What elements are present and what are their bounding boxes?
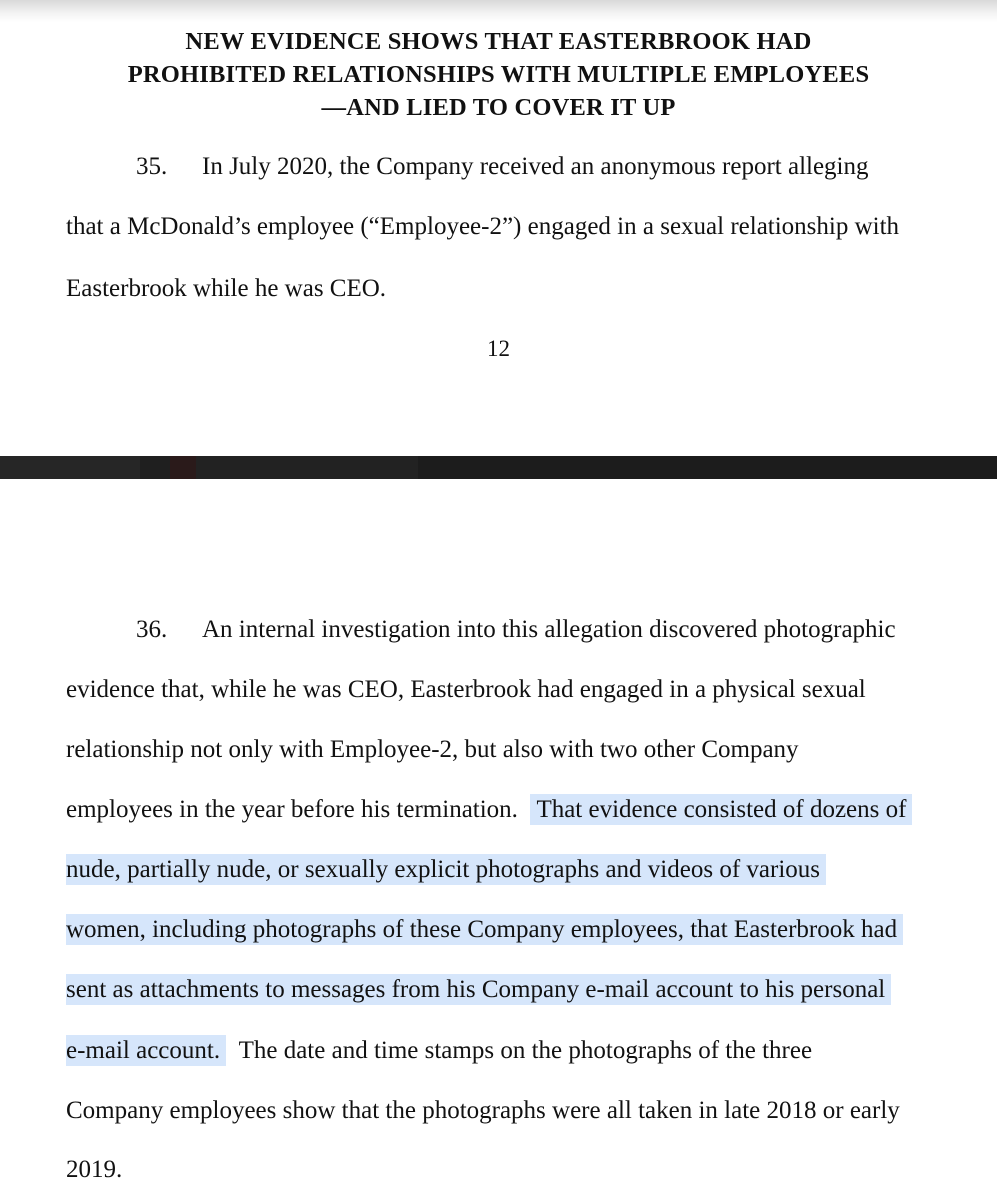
paragraph-36-text-8: The date and time stamps on the photographs of the three — [238, 1037, 813, 1064]
paragraph-36-line-3: relationship not only with Employee-2, but also with two other Company — [66, 736, 799, 763]
paragraph-36-line-5 — [66, 853, 826, 887]
page-break-segment — [170, 456, 196, 479]
highlighted-text: e-mail account. — [66, 1035, 226, 1066]
paragraph-36-text-4: employees in the year before his termination. — [66, 796, 518, 823]
paragraph-35-text-1: In July 2020, the Company received an anonymous report alleging — [202, 153, 869, 180]
paragraph-35-line-3: Easterbrook while he was CEO. — [66, 275, 387, 302]
page-number: 12 — [487, 336, 510, 361]
page-break-segment — [0, 456, 140, 479]
paragraph-36-line-4 — [66, 793, 912, 827]
paragraph-36-line-9: Company employees show that the photographs were all taken in late 2018 or early — [66, 1097, 900, 1124]
page-break-bar — [0, 456, 997, 479]
paragraph-36-line-6 — [66, 913, 903, 947]
paragraph-36-number: 36. — [136, 616, 168, 643]
section-heading-line-3: —AND LIED TO COVER IT UP — [321, 94, 676, 121]
highlighted-text: women, including photographs of these Company employees, that Easterbrook had — [66, 914, 903, 945]
paragraph-36-line-7 — [66, 973, 891, 1007]
page-break-segment — [196, 456, 418, 479]
top-edge-shadow — [0, 0, 997, 22]
paragraph-36-line-1 — [136, 613, 896, 647]
paragraph-35-line-2: that a McDonald’s employee (“Employee-2”) engaged in a sexual relationship with — [66, 213, 900, 240]
paragraph-36-text-1: An internal investigation into this allegation discovered photographic — [202, 616, 896, 643]
paragraph-35-line-1 — [136, 150, 869, 184]
paragraph-35-number: 35. — [136, 153, 168, 180]
highlighted-text: nude, partially nude, or sexually explicit photographs and videos of various — [66, 854, 826, 885]
paragraph-36-line-2: evidence that, while he was CEO, Easterbrook had engaged in a physical sexual — [66, 676, 866, 703]
page-break-segment — [140, 456, 170, 479]
section-heading-line-2: PROHIBITED RELATIONSHIPS WITH MULTIPLE EMPLOYEES — [127, 61, 870, 88]
paragraph-36-line-8 — [66, 1034, 812, 1068]
highlighted-text: sent as attachments to messages from his Company e-mail account to his personal — [66, 974, 891, 1005]
highlighted-text: That evidence consisted of dozens of — [530, 794, 912, 825]
section-heading-line-1: NEW EVIDENCE SHOWS THAT EASTERBROOK HAD — [185, 28, 812, 55]
paragraph-36-line-10: 2019. — [66, 1156, 123, 1183]
